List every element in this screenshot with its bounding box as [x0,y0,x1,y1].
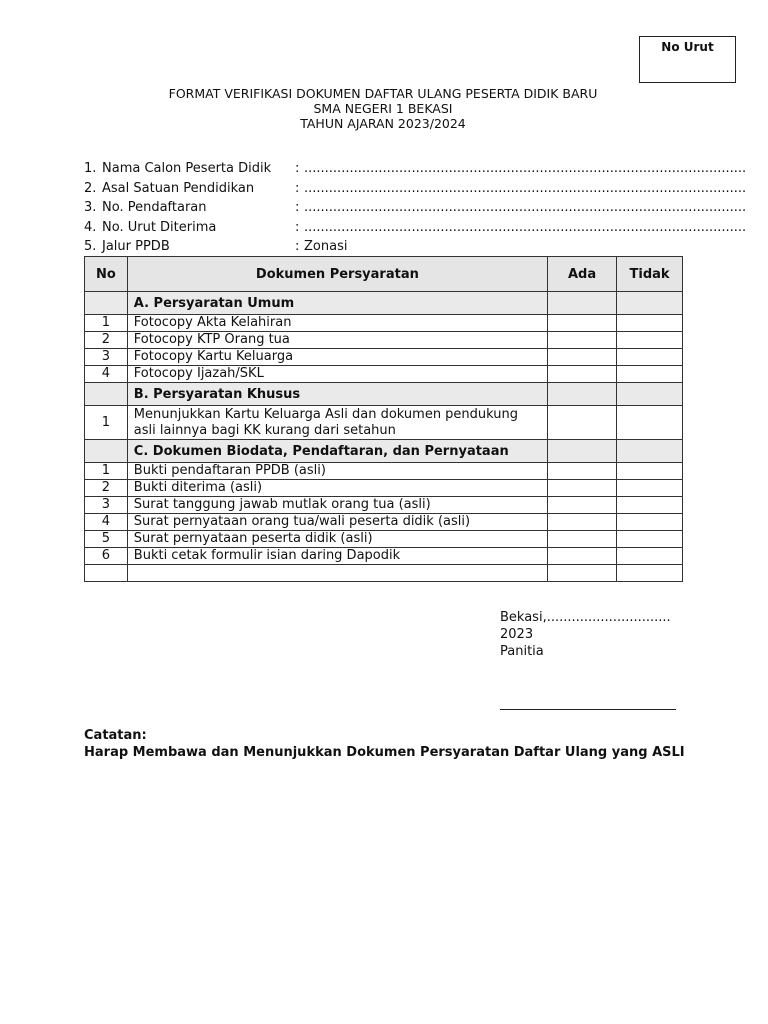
check-ada-cell[interactable] [548,548,617,565]
signature-block [500,609,682,660]
section-row-b [85,383,683,406]
check-ada-cell[interactable] [548,480,617,497]
field-value-asal-sekolah[interactable]: ........................................................................................................... [304,180,747,196]
row-document: Bukti cetak formulir isian daring Dapodik [127,548,547,565]
table-row [85,315,683,332]
note-block [84,727,685,761]
row-number: 3 [85,497,128,514]
check-ada-cell[interactable] [548,349,617,366]
field-colon: : [295,180,300,196]
section-no-cell [85,383,128,406]
check-tidak-cell[interactable] [617,332,683,349]
row-document: Bukti pendaftaran PPDB (asli) [127,463,547,480]
table-row [85,514,683,531]
row-document: Bukti diterima (asli) [127,480,547,497]
column-header-ada: Ada [548,257,617,292]
column-header-no: No [85,257,128,292]
field-jalur-ppdb [84,237,682,257]
field-label: No. Pendaftaran [102,200,207,215]
signature-place-date: Bekasi,.............................. 2023 [500,610,671,642]
check-ada-cell[interactable] [548,463,617,480]
section-row-a [85,292,683,315]
check-ada-cell [548,383,617,406]
check-tidak-cell[interactable] [617,366,683,383]
row-number: 5 [85,531,128,548]
header-school: SMA NEGERI 1 BEKASI [313,101,453,116]
empty-cell [617,565,683,582]
check-tidak-cell[interactable] [617,480,683,497]
check-tidak-cell[interactable] [617,531,683,548]
field-value-no-urut[interactable]: ........................................................................................................... [304,219,747,235]
table-row [85,480,683,497]
table-row [85,548,683,565]
row-number: 6 [85,548,128,565]
check-tidak-cell[interactable] [617,514,683,531]
signature-line [500,709,676,710]
note-title: Catatan: [84,728,147,743]
check-ada-cell[interactable] [548,514,617,531]
field-asal-sekolah [84,179,747,199]
section-title-b: B. Persyaratan Khusus [127,383,547,406]
field-value-jalur: Zonasi [304,239,348,254]
row-document: Surat pernyataan orang tua/wali peserta didik (asli) [127,514,547,531]
row-number: 3 [85,349,128,366]
check-tidak-cell[interactable] [617,463,683,480]
field-label: No. Urut Diterima [102,219,217,235]
row-document: Surat pernyataan peserta didik (asli) [127,531,547,548]
field-label: Jalur PPDB [102,239,170,254]
field-colon: : [295,200,300,215]
row-document: Surat tanggung jawab mutlak orang tua (asli) [127,497,547,514]
empty-cell [548,565,617,582]
check-ada-cell[interactable] [548,497,617,514]
field-number: 5. [84,239,97,254]
document-checklist-table [84,256,683,582]
section-title-c: C. Dokumen Biodata, Pendaftaran, dan Pernyataan [127,440,547,463]
check-tidak-cell [617,383,683,406]
table-header-row [85,257,683,292]
section-row-c [85,440,683,463]
table-row-empty [85,565,683,582]
empty-cell [85,565,128,582]
field-label: Asal Satuan Pendidikan [102,180,255,196]
field-value-nama[interactable]: ........................................................................................................... [304,161,747,176]
field-value-no-pendaftaran[interactable]: ........................................................................................................... [304,200,747,215]
check-ada-cell[interactable] [548,406,617,440]
check-tidak-cell[interactable] [617,548,683,565]
field-number: 3. [84,200,97,215]
field-label: Nama Calon Peserta Didik [102,161,272,176]
field-colon: : [295,239,300,254]
check-ada-cell [548,440,617,463]
check-ada-cell[interactable] [548,315,617,332]
row-document: Fotocopy Akta Kelahiran [127,315,547,332]
row-number: 4 [85,514,128,531]
check-ada-cell[interactable] [548,366,617,383]
document-header [84,86,682,131]
field-colon: : [295,161,300,176]
check-tidak-cell [617,292,683,315]
row-number: 2 [85,332,128,349]
row-document: Fotocopy Ijazah/SKL [127,366,547,383]
table-row [85,366,683,383]
check-ada-cell[interactable] [548,332,617,349]
no-urut-label: No Urut [661,40,714,54]
field-colon: : [295,219,300,235]
field-number: 1. [84,161,97,176]
header-year: TAHUN AJARAN 2023/2024 [300,116,466,131]
check-tidak-cell[interactable] [617,406,683,440]
table-row [85,406,683,440]
header-title: FORMAT VERIFIKASI DOKUMEN DAFTAR ULANG PESERTA DIDIK BARU [168,86,598,101]
note-text: Harap Membawa dan Menunjukkan Dokumen Persyaratan Daftar Ulang yang ASLI [84,745,685,760]
field-nama [84,159,747,179]
row-document: Menunjukkan Kartu Keluarga Asli dan dokumen pendukung asli lainnya bagi KK kurang dari setahun [127,406,547,440]
field-no-pendaftaran [84,198,747,218]
column-header-tidak: Tidak [617,257,683,292]
field-number: 2. [84,180,97,196]
student-fields [84,159,747,257]
row-number: 1 [85,406,128,440]
column-header-dokumen: Dokumen Persyaratan [127,257,547,292]
field-no-urut-diterima [84,218,747,238]
field-number: 4. [84,219,97,235]
no-urut-box [639,36,736,83]
table-row [85,531,683,548]
signature-role: Panitia [500,644,544,659]
empty-cell [127,565,547,582]
table-row [85,463,683,480]
row-document: Fotocopy Kartu Keluarga [127,349,547,366]
row-number: 1 [85,463,128,480]
check-tidak-cell[interactable] [617,497,683,514]
check-ada-cell [548,292,617,315]
check-tidak-cell [617,440,683,463]
check-tidak-cell[interactable] [617,315,683,332]
table-row [85,497,683,514]
row-document: Fotocopy KTP Orang tua [127,332,547,349]
check-ada-cell[interactable] [548,531,617,548]
row-number: 1 [85,315,128,332]
table-row [85,349,683,366]
check-tidak-cell[interactable] [617,349,683,366]
row-number: 4 [85,366,128,383]
table-row [85,332,683,349]
section-no-cell [85,440,128,463]
row-number: 2 [85,480,128,497]
section-no-cell [85,292,128,315]
section-title-a: A. Persyaratan Umum [127,292,547,315]
